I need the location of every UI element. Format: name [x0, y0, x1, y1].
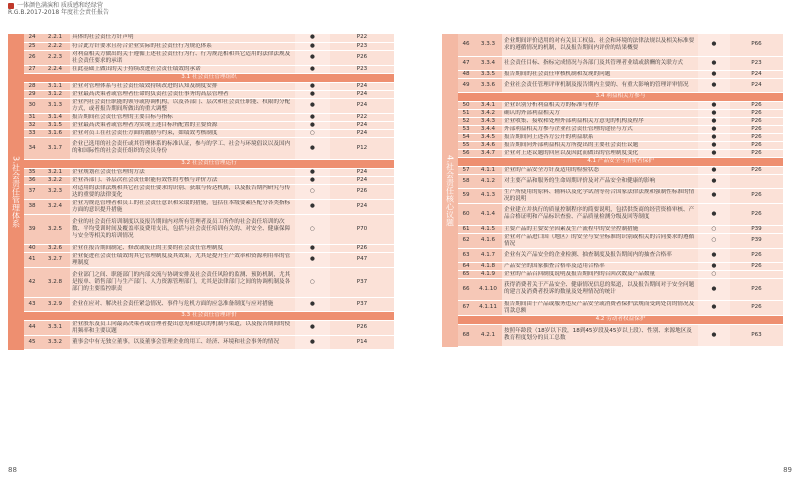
table-row — [458, 56, 783, 70]
disclosure-mark: ○ — [295, 267, 330, 297]
indicator-code: 3.2.5 — [40, 214, 70, 244]
row-number: 27 — [24, 65, 40, 73]
indicator-description: 企业对员工在社会责任方面的激励与约束，如绩效考核制度 — [70, 129, 295, 137]
row-number: 62 — [458, 233, 474, 248]
table-row — [24, 90, 394, 98]
indicator-description: 企业最高决策者或管理者为实现上述目标所配置的主要资源 — [70, 121, 295, 129]
table-row — [24, 168, 394, 176]
indicator-description: 企业的产品安全方针及适用的检验状态 — [502, 166, 698, 174]
indicator-code: 3.2.2 — [40, 176, 70, 184]
page-reference: P22 — [330, 34, 394, 42]
section-band — [458, 315, 783, 324]
indicator-description: 报告期间向上述各方公开的利益联系 — [502, 133, 698, 141]
page-reference: P24 — [330, 168, 394, 176]
row-number: 37 — [24, 184, 40, 199]
disclosure-mark: ● — [295, 34, 330, 42]
row-number: 63 — [458, 248, 474, 262]
table-row — [458, 141, 783, 149]
indicator-code: 3.4.4 — [474, 125, 502, 133]
right-page-number: 89 — [783, 466, 792, 474]
indicator-description: 按照年龄段（18岁以下段，18到45岁段及45岁以上段）、性别、来源地区及教育程度划分的员工总数 — [502, 324, 698, 346]
page-reference: P26 — [730, 166, 783, 174]
page-reference: P26 — [730, 133, 783, 141]
page-reference: P63 — [730, 324, 783, 346]
disclosure-mark: ● — [698, 78, 730, 92]
indicator-code: 3.3.1 — [40, 320, 70, 335]
disclosure-mark: ● — [295, 90, 330, 98]
page-reference: P14 — [330, 335, 394, 349]
page-reference: P26 — [730, 109, 783, 117]
disclosure-mark: ○ — [698, 225, 730, 233]
indicator-code: 4.1.7 — [474, 248, 502, 262]
indicator-description: 企业促进社会责任绩效的其它管理制度及其效果，尤其是提升生产效率和资源利用率的管理制度 — [70, 252, 295, 267]
right-index-table — [458, 34, 783, 347]
row-number: 55 — [458, 141, 474, 149]
row-number: 60 — [458, 203, 474, 225]
page-reference: P26 — [730, 262, 783, 270]
page-reference: P26 — [730, 278, 783, 300]
row-number: 41 — [24, 252, 40, 267]
header-line2: R.G.B.2017-2018 年度社会责任报告 — [8, 9, 110, 16]
page-reference: P24 — [330, 176, 394, 184]
indicator-description: 外部利益相关方参与企业社会责任管理的途径与方式 — [502, 125, 698, 133]
row-number: 34 — [24, 137, 40, 159]
indicator-code: 3.3.2 — [40, 335, 70, 349]
row-number: 51 — [458, 109, 474, 117]
row-number: 30 — [24, 98, 40, 113]
page-reference: P26 — [730, 203, 783, 225]
row-number: 38 — [24, 199, 40, 214]
page-reference: P24 — [330, 90, 394, 98]
row-number: 64 — [458, 262, 474, 270]
page-reference: P26 — [330, 50, 394, 65]
disclosure-mark: ○ — [295, 214, 330, 244]
table-row — [24, 244, 394, 252]
table-row — [458, 324, 783, 346]
header-line1: 一体颜色满演和 质质感和经绿营 — [17, 2, 103, 9]
table-row — [24, 214, 394, 244]
page-reference: P70 — [330, 214, 394, 244]
indicator-code: 3.2.9 — [40, 297, 70, 311]
company-logo-icon — [8, 3, 14, 9]
indicator-description: 企业对产品进口国（地区）的安全与安全标准的识别或相关的合同要求的遵循情况 — [502, 233, 698, 248]
indicator-code: 3.4.2 — [474, 109, 502, 117]
row-number: 47 — [458, 56, 474, 70]
indicator-code: 4.1.9 — [474, 270, 502, 278]
indicator-code: 4.1.2 — [474, 174, 502, 188]
section-band-title: 3.2 社会责任管理运行 — [24, 159, 394, 168]
page-reference: P66 — [730, 34, 783, 56]
indicator-code: 3.1.3 — [40, 98, 70, 113]
indicator-code: 3.2.1 — [40, 168, 70, 176]
table-row — [24, 184, 394, 199]
disclosure-mark: ● — [698, 149, 730, 157]
disclosure-mark: ● — [698, 188, 730, 203]
row-number: 24 — [24, 34, 40, 42]
page-reference: P24 — [730, 78, 783, 92]
indicator-description: 企业内社会责任职能的领导或协调机构，以及各部门、层次和社会责任职能、权限的分配方式，或者报告期间所做出的重大调整 — [70, 98, 295, 113]
indicator-code: 3.2.7 — [40, 252, 70, 267]
disclosure-mark: ○ — [698, 233, 730, 248]
table-row — [458, 188, 783, 203]
table-row — [24, 34, 394, 42]
disclosure-mark: ● — [295, 65, 330, 73]
left-index-table — [24, 34, 394, 350]
disclosure-mark: ● — [295, 82, 330, 90]
table-row — [24, 137, 394, 159]
section-band — [24, 73, 394, 82]
indicator-code: 4.2.1 — [474, 324, 502, 346]
disclosure-mark: ● — [295, 252, 330, 267]
page-reference: P24 — [330, 98, 394, 113]
indicator-code: 3.3.6 — [474, 78, 502, 92]
indicator-code: 3.3.4 — [474, 56, 502, 70]
row-number: 59 — [458, 188, 474, 203]
disclosure-mark: ● — [295, 297, 330, 311]
table-row — [458, 78, 783, 92]
section-band — [24, 311, 394, 320]
table-row — [24, 65, 394, 73]
row-number: 33 — [24, 129, 40, 137]
page-reference: P12 — [330, 137, 394, 159]
indicator-description: 具体的社会责任方针声明 — [70, 34, 295, 42]
table-row — [458, 174, 783, 188]
disclosure-mark: ● — [698, 300, 730, 315]
table-row — [458, 133, 783, 141]
indicator-code: 3.1.7 — [40, 137, 70, 159]
indicator-description: 生产所使用的原料、辅料以及化学试剂等符合国家法律法规和强制性标准的情况的说明 — [502, 188, 698, 203]
row-number: 48 — [458, 70, 474, 78]
indicator-description: 社会责任目标、指标完成情况与各部门及其管理者业绩或薪酬的关联方式 — [502, 56, 698, 70]
disclosure-mark: ● — [698, 203, 730, 225]
page-reference: P26 — [730, 125, 783, 133]
row-number: 67 — [458, 300, 474, 315]
page-reference: P37 — [330, 267, 394, 297]
disclosure-mark: ● — [295, 320, 330, 335]
table-row — [458, 125, 783, 133]
indicator-code: 3.2.4 — [40, 199, 70, 214]
indicator-code: 4.1.10 — [474, 278, 502, 300]
indicator-code: 3.4.7 — [474, 149, 502, 157]
table-row — [458, 70, 783, 78]
indicator-description: 企业在报告期间制定、修改或废止的主要的社会责任管理制度 — [70, 244, 295, 252]
table-row — [458, 117, 783, 125]
page-reference: P24 — [330, 82, 394, 90]
disclosure-mark: ● — [295, 113, 330, 121]
row-number: 66 — [458, 278, 474, 300]
indicator-description: 企业的社会责任培训制度以及报告期间内对所有管理者及员工所作的社会责任培训的次数、平均受训时间及覆盖率及费用支出，包括与社会责任培训有关的、对安全、健康保障与安全等相关的培训情况 — [70, 214, 295, 244]
disclosure-mark: ● — [698, 262, 730, 270]
table-row — [458, 278, 783, 300]
indicator-description: 企业期间评价适用的对有关员工权益、社会和环境的法律法规以及相关标准要求的遵循情况的机制，以及报告期间内评价的结果概要 — [502, 34, 698, 56]
indicator-code: 3.4.6 — [474, 141, 502, 149]
row-number: 50 — [458, 101, 474, 109]
row-number: 54 — [458, 133, 474, 141]
indicator-description: 企业的产品召回制度说明及报告期间内的召回次数及产品数量 — [502, 270, 698, 278]
indicator-code: 4.1.1 — [474, 166, 502, 174]
disclosure-mark: ● — [295, 137, 330, 159]
table-row — [458, 225, 783, 233]
indicator-description: 报告期间的社会责任审核机制和发现的问题 — [502, 70, 698, 78]
section-band-title: 4.1 产品安全与消费者保护 — [458, 157, 783, 166]
indicator-code: 2.2.2 — [40, 42, 70, 50]
page-reference: P26 — [730, 141, 783, 149]
section-band-title: 3.3 社会责任管理评价 — [24, 311, 394, 320]
row-number: 49 — [458, 78, 474, 92]
page-reference: P26 — [730, 248, 783, 262]
table-row — [24, 267, 394, 297]
page-reference: P26 — [730, 149, 783, 157]
section-band — [458, 92, 783, 101]
table-row — [24, 297, 394, 311]
page-reference: P26 — [330, 184, 394, 199]
page-reference: P39 — [730, 225, 783, 233]
left-page — [8, 34, 394, 350]
page-reference: P39 — [730, 233, 783, 248]
table-row — [458, 262, 783, 270]
row-number: 56 — [458, 149, 474, 157]
table-row — [458, 149, 783, 157]
row-number: 28 — [24, 82, 40, 90]
table-row — [24, 121, 394, 129]
report-header — [8, 2, 109, 16]
page-reference — [730, 174, 783, 188]
indicator-description: 企业股东及员工向最高决策者或管理者提出意见和建议的机制与渠道，以及报告期间的使用频率和主要议题 — [70, 320, 295, 335]
disclosure-mark: ● — [698, 34, 730, 56]
table-row — [24, 252, 394, 267]
disclosure-mark: ○ — [295, 184, 330, 199]
indicator-description: 董事会中有无独立董事，以及董事会管理企业的用工、经济、环境和社会事务的情况 — [70, 335, 295, 349]
indicator-code: 4.1.8 — [474, 262, 502, 270]
indicator-code: 4.1.11 — [474, 300, 502, 315]
indicator-description: 企业已选用的社会责任或其管理体系的标准认证，参与的学工、社会与环境倡议以及国内的和国际性的社会责任组织的会员身份 — [70, 137, 295, 159]
page-reference: P23 — [730, 56, 783, 70]
disclosure-mark: ○ — [295, 129, 330, 137]
page-reference: P24 — [330, 129, 394, 137]
row-number: 68 — [458, 324, 474, 346]
page-reference: P24 — [730, 70, 783, 78]
indicator-description: 对主要产品和服务的生命周期评价及对产品安全和健康的影响 — [502, 174, 698, 188]
table-row — [24, 50, 394, 65]
indicator-description: 企业识别分析利益相关方的标准与程序 — [502, 101, 698, 109]
table-row — [24, 82, 394, 90]
indicator-description: 企业规划社会责任管理的方法 — [70, 168, 295, 176]
disclosure-mark: ● — [295, 121, 330, 129]
page-reference: P26 — [330, 244, 394, 252]
disclosure-mark: ● — [698, 141, 730, 149]
table-row — [458, 203, 783, 225]
indicator-code: 4.1.5 — [474, 225, 502, 233]
section-band-title: 3.1 社会责任管理组织 — [24, 73, 394, 82]
table-row — [24, 98, 394, 113]
table-row — [458, 34, 783, 56]
indicator-code: 4.1.6 — [474, 233, 502, 248]
indicator-code: 3.1.6 — [40, 129, 70, 137]
page-reference: P26 — [730, 117, 783, 125]
disclosure-mark: ● — [295, 168, 330, 176]
section-band-title: 3.4 利益相关方参与 — [458, 92, 783, 101]
disclosure-mark: ● — [698, 70, 730, 78]
table-row — [458, 166, 783, 174]
indicator-code: 2.2.3 — [40, 50, 70, 65]
page-reference: P23 — [330, 65, 394, 73]
page-reference: P26 — [730, 101, 783, 109]
disclosure-mark: ● — [295, 199, 330, 214]
row-number: 46 — [458, 34, 474, 56]
disclosure-mark: ● — [295, 176, 330, 184]
indicator-description: 报告期间社会责任管理的主要目标与指标 — [70, 113, 295, 121]
indicator-description: 获得消费者关于产品安全、健康情况信息的渠道，以及报告期间对于安全问题的建言及消费者投诉的数量及处理情况的统计 — [502, 278, 698, 300]
indicator-code: 2.2.4 — [40, 65, 70, 73]
disclosure-mark: ● — [295, 335, 330, 349]
indicator-code: 3.4.3 — [474, 117, 502, 125]
disclosure-mark: ● — [698, 324, 730, 346]
indicator-code: 3.1.2 — [40, 90, 70, 98]
left-side-label: 3.社会责任管理体系 — [8, 34, 24, 350]
disclosure-mark: ● — [698, 125, 730, 133]
row-number: 40 — [24, 244, 40, 252]
table-row — [24, 42, 394, 50]
page-reference: P23 — [330, 42, 394, 50]
row-number: 61 — [458, 225, 474, 233]
indicator-description: 企业建立并执行的质量控制程序的简要说明，包括供货商的经营资格审核、产品合格证明和产品标识查验、产品质量检测分级及回等制度 — [502, 203, 698, 225]
indicator-description: 企业对上述议题的回应以及因此而做出的管理制度变化 — [502, 149, 698, 157]
indicator-code: 3.4.5 — [474, 133, 502, 141]
disclosure-mark: ● — [698, 101, 730, 109]
row-number: 53 — [458, 125, 474, 133]
right-side-label: 4.社会责任核心议题 — [442, 34, 458, 347]
row-number: 39 — [24, 214, 40, 244]
page-reference: P37 — [330, 297, 394, 311]
page-reference: P24 — [330, 121, 394, 129]
page-reference: P26 — [330, 320, 394, 335]
table-row — [458, 248, 783, 262]
page-reference: P26 — [730, 300, 783, 315]
indicator-description: 报告期间由于产品或服务违反产品安全或消费者保护法规而受到处罚的情况及罚款总额 — [502, 300, 698, 315]
row-number: 29 — [24, 90, 40, 98]
row-number: 65 — [458, 270, 474, 278]
indicator-code: 4.1.4 — [474, 203, 502, 225]
indicator-description: 企业最高决策者或管理者任命的负责社会责任事务的高层管理者 — [70, 90, 295, 98]
table-row — [458, 270, 783, 278]
section-band-title: 4.2 劳动者权益保护 — [458, 315, 783, 324]
indicator-description: 对利益相关方做出的关于遵循上述社会责任行为行、行为规范相和其它适用的法律法规及社会责任要求的承诺 — [70, 50, 295, 65]
indicator-description: 企业有关产品安全的企业检测、抽查制度及报告期间内的抽查合格率 — [502, 248, 698, 262]
disclosure-mark: ○ — [698, 270, 730, 278]
indicator-code: 3.3.5 — [474, 70, 502, 78]
indicator-description: 报告期间向外部利益相关方所提出的主要社会责任议题 — [502, 141, 698, 149]
disclosure-mark: ● — [698, 248, 730, 262]
indicator-description: 符合此方针要求且符合企业实际的社会责任行为规范体系 — [70, 42, 295, 50]
page-reference: P47 — [330, 252, 394, 267]
table-row — [458, 101, 783, 109]
disclosure-mark: ● — [698, 133, 730, 141]
row-number: 44 — [24, 320, 40, 335]
indicator-code: 3.2.3 — [40, 184, 70, 199]
indicator-description: 产品安全的国家抽查合格率及适用合格率 — [502, 262, 698, 270]
left-page-number: 88 — [8, 466, 17, 474]
disclosure-mark: ● — [295, 98, 330, 113]
page-reference: P22 — [330, 113, 394, 121]
row-number: 26 — [24, 50, 40, 65]
page-reference: P24 — [330, 199, 394, 214]
indicator-code: 2.2.1 — [40, 34, 70, 42]
indicator-code: 3.1.1 — [40, 82, 70, 90]
table-row — [458, 300, 783, 315]
row-number: 31 — [24, 113, 40, 121]
row-number: 43 — [24, 297, 40, 311]
section-band — [24, 159, 394, 168]
page-reference: P26 — [730, 188, 783, 203]
disclosure-mark: ● — [698, 166, 730, 174]
row-number: 42 — [24, 267, 40, 297]
table-row — [24, 176, 394, 184]
indicator-code: 3.3.3 — [474, 34, 502, 56]
disclosure-mark: ● — [295, 42, 330, 50]
row-number: 52 — [458, 117, 474, 125]
disclosure-mark: ● — [698, 278, 730, 300]
row-number: 32 — [24, 121, 40, 129]
table-row — [24, 335, 394, 349]
section-band — [458, 157, 783, 166]
table-row — [24, 199, 394, 214]
indicator-description: 企业部门之间、职能部门的内部交流与协调安排及社会责任风险的监测、预防机制，尤其是报单、销售部门与生产部门、人力资源管理部门，尤其是法律部门之间的协调机制及各部门的主要监控职责 — [70, 267, 295, 297]
table-row — [24, 320, 394, 335]
indicator-code: 3.4.1 — [474, 101, 502, 109]
indicator-description: 企业社会责任管理评审机制及报告期内主要的、有重大影响的管理评审情况 — [502, 78, 698, 92]
indicator-description: 企业收集、接收和处理外部利益相关方意见的机构及程序 — [502, 117, 698, 125]
page-reference — [730, 270, 783, 278]
row-number: 45 — [24, 335, 40, 349]
disclosure-mark: ● — [698, 56, 730, 70]
indicator-description: 主要产品的主要安全因素及生产流程中的安全控制措施 — [502, 225, 698, 233]
indicator-code: 3.1.5 — [40, 121, 70, 129]
disclosure-mark: ● — [698, 174, 730, 188]
indicator-code: 3.2.6 — [40, 244, 70, 252]
indicator-description: 对适用的法律法规和其它社会责任要求的识别、获取与传达机制，以及报告期内研究与传达的重要的法律变化 — [70, 184, 295, 199]
row-number: 58 — [458, 174, 474, 188]
indicator-description: 在此基础上做出的关于持续改进社会责任绩效的承诺 — [70, 65, 295, 73]
row-number: 36 — [24, 176, 40, 184]
table-row — [458, 109, 783, 117]
table-row — [24, 129, 394, 137]
table-row — [24, 113, 394, 121]
indicator-description: 企业为规范管理者和员工的社会责任意识和采取的措施，包括在本级要素匹配分各类指标方面的意识提升措施 — [70, 199, 295, 214]
disclosure-mark: ● — [698, 109, 730, 117]
indicator-code: 3.2.8 — [40, 267, 70, 297]
disclosure-mark: ● — [698, 117, 730, 125]
table-row — [458, 233, 783, 248]
indicator-code: 4.1.3 — [474, 188, 502, 203]
disclosure-mark: ● — [295, 50, 330, 65]
row-number: 25 — [24, 42, 40, 50]
indicator-code: 3.1.4 — [40, 113, 70, 121]
row-number: 57 — [458, 166, 474, 174]
disclosure-mark: ● — [295, 244, 330, 252]
right-page — [442, 34, 783, 347]
indicator-description: 企业在应对、解决社会责任紧急情况、事件与危机方面的应急准备制度与应对措施 — [70, 297, 295, 311]
indicator-description: 企业各部门、各层次社会责任职能有效性的考核与评价方法 — [70, 176, 295, 184]
indicator-description: 企业对管理体系与社会责任绩效持续改进的认知及制度安排 — [70, 82, 295, 90]
indicator-description: 确认的外部利益相关方 — [502, 109, 698, 117]
row-number: 35 — [24, 168, 40, 176]
